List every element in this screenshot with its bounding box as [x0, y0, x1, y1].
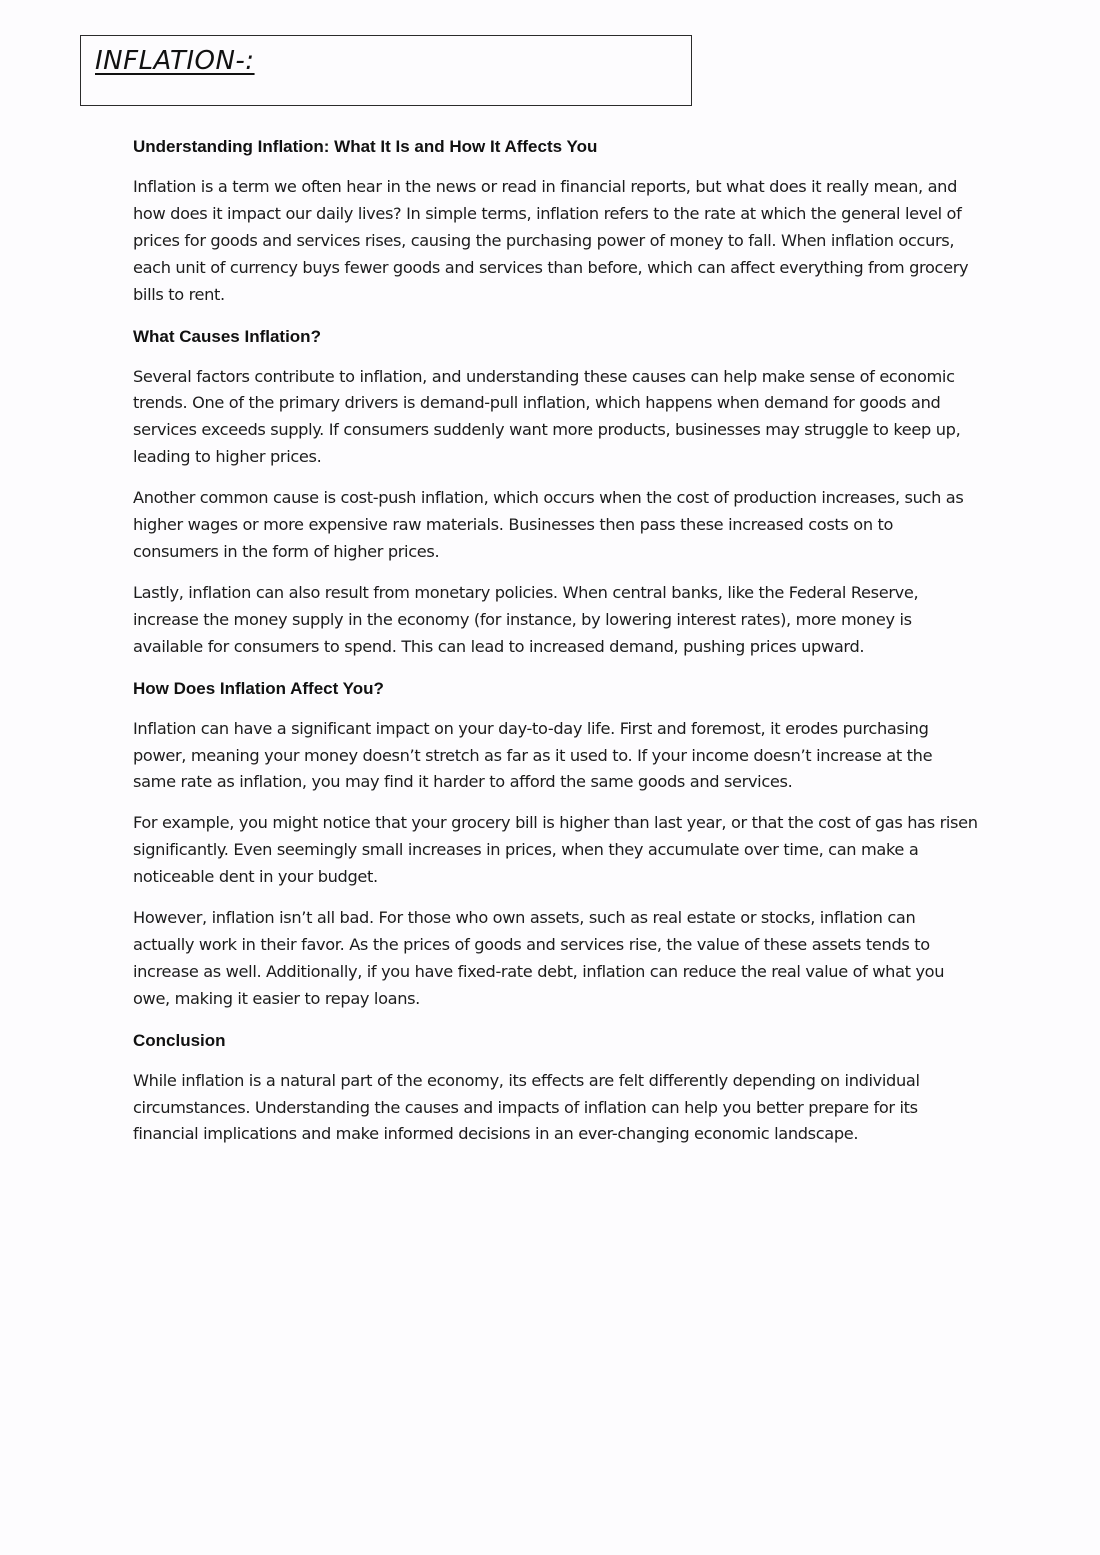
paragraph-monetary-policy: Lastly, inflation can also result from monetary policies. When central banks, like the Federal Reserve, increase the money supply in the economy (for instance, by lowering interest rates), more money is available for consumers to spend. This can lead to increased demand, pushing prices upward.: [133, 582, 919, 656]
page-title: INFLATION-:: [95, 46, 255, 76]
section-heading-understanding: Understanding Inflation: What It Is and How It Affects You: [133, 137, 598, 156]
paragraph-assets: However, inflation isn’t all bad. For those who own assets, such as real estate or stocks, inflation can actually work in their favor. As the prices of goods and services rise, the value of these assets tends to increase as well. Additionally, if you have fixed-rate debt, inflation can reduce the real value of what you owe, making it easier to repay loans.: [133, 908, 945, 1008]
paragraph-example: For example, you might notice that your grocery bill is higher than last year, or that the cost of gas has risen significantly. Even seemingly small increases in prices, when they accumulate over time, can make a noticeable dent in your budget.: [133, 813, 978, 887]
article-body: [133, 133, 978, 1162]
title-box: [80, 35, 692, 106]
paragraph-cost-push: Another common cause is cost-push inflation, which occurs when the cost of production increases, such as higher wages or more expensive raw materials. Businesses then pass these increased costs on to consumers in the form of higher prices.: [133, 488, 964, 561]
section-heading-effects: How Does Inflation Affect You?: [133, 678, 384, 698]
paragraph-demand-pull: Several factors contribute to inflation, and understanding these causes can help make sense of economic trends. One of the primary drivers is demand-pull inflation, which happens when demand for goods and services exceeds supply. If consumers suddenly want more products, businesses may struggle to keep up, leading to higher prices.: [133, 366, 961, 467]
section-heading-conclusion: Conclusion: [133, 1030, 226, 1050]
paragraph-purchasing-power: Inflation can have a significant impact on your day-to-day life. First and foremost, it erodes purchasing power, meaning your money doesn’t stretch as far as it used to. If your income doesn’t increase at the same rate as inflation, you may find it harder to afford the same goods and services.: [133, 718, 933, 792]
section-heading-causes: What Causes Inflation?: [133, 326, 321, 346]
paragraph-intro: Inflation is a term we often hear in the news or read in financial reports, but what does it really mean, and how does it impact our daily lives? In simple terms, inflation refers to the rate at which the general level of prices for goods and services rises, causing the purchasing power of money to fall. When inflation occurs, each unit of currency buys fewer goods and services than before, which can affect everything from grocery bills to rent.: [133, 177, 969, 304]
paragraph-conclusion: While inflation is a natural part of the economy, its effects are felt differently depending on individual circumstances. Understanding the causes and impacts of inflation can help you better prepare for its financial implications and make informed decisions in an ever-changing economic landscape.: [133, 1070, 920, 1144]
